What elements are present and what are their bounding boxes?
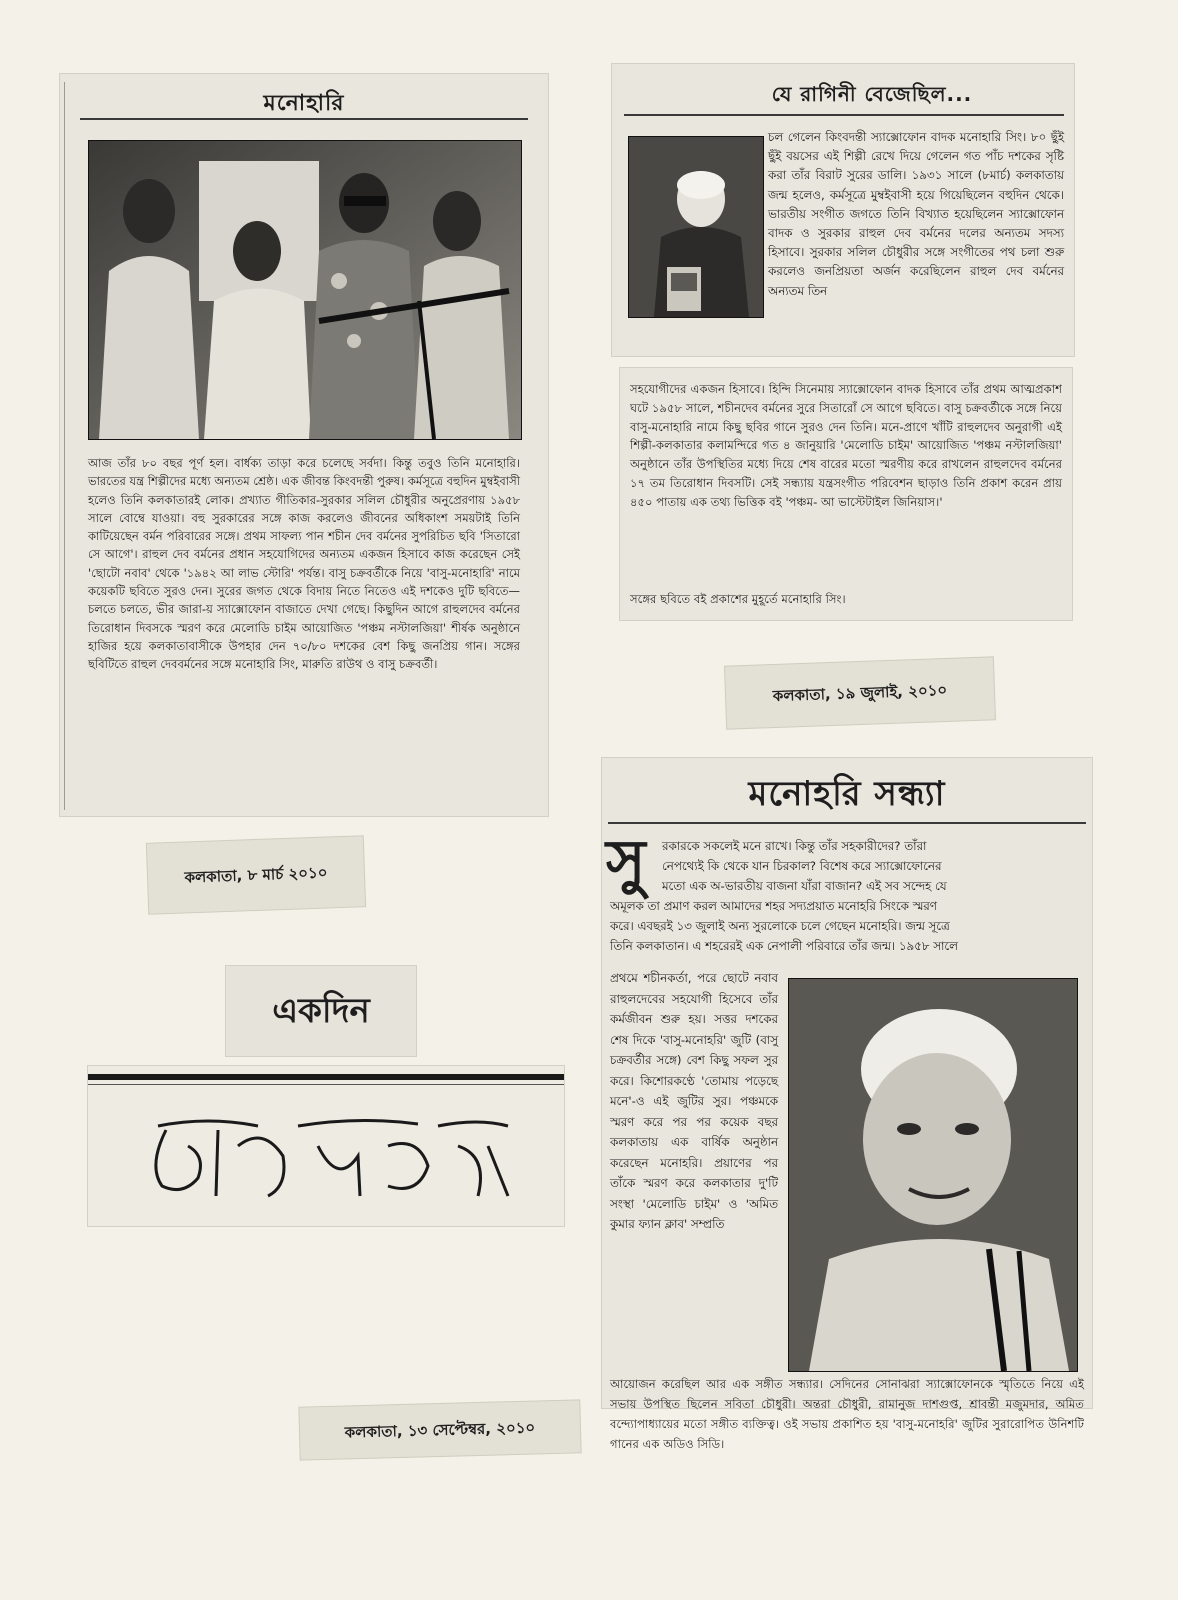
signature-clip (88, 1066, 564, 1226)
title-rule (624, 114, 1064, 116)
intro-line: রকারকে সকলেই মনে রাখে। কিন্তু তাঁর সহকারীদের? তাঁরা (662, 839, 927, 853)
dateline: কলকাতা, ৮ মার্চ ২০১০ (147, 836, 365, 913)
ekdin-masthead (226, 966, 416, 1056)
intro-line: অমূলক তা প্রমাণ করল আমাদের শহর সদ্যপ্রয়াত মনোহরি সিংকে স্মরণ (610, 899, 937, 913)
intro-line: করে। এবছরই ১৩ জুলাই অন্য সুরলোকে চলে গেছেন মনোহরি। জন্ম সূত্রে (610, 919, 950, 933)
clip-title: মনোহারি (263, 91, 345, 116)
intro-line: তিনি কলকাতান। এ শহরেরই এক নেপালী পরিবারে তাঁর জন্ম। ১৯৫৮ সালে (610, 939, 958, 953)
clip-monohari (60, 74, 548, 816)
clip-raagini (612, 64, 1074, 356)
clip-monohari-sandhya (602, 758, 1092, 1451)
title-rule (80, 118, 528, 120)
clip-raagini-continued (620, 368, 1072, 620)
dateline: কলকাতা, ১৯ জুলাই, ২০১০ (725, 657, 995, 728)
masthead-text: একদিন (272, 991, 370, 1031)
top-thin-rule (88, 1084, 564, 1085)
closing-text: আয়োজন করেছিল আর এক সঙ্গীত সন্ধ্যার। সেদিনের সোনাঝরা স্যাক্সোফোনকে স্মৃতিতে নিয়ে এই সভায় উপস্থিত ছিলেন সবিতা চৌধুরী। অন্তরা চৌধুরী, রামানুজ দাশগুপ্ত, শ্রাবন্তী মজুমদার, অমিত বন্দ্যোপাধ্যায়ের মতো সঙ্গীত ব্যক্তিত্ব। ওই সভায় প্রকাশিত হয় 'বাসু-মনোহরি' জুটির সুরারোপিত উনিশটি গানের এক অডিও সিডি। (610, 1377, 1084, 1451)
article-body-part1: চল গেলেন কিংবদন্তী স্যাক্সোফোন বাদক মনোহারি সিং। ৮০ ছুঁই ছুঁই বয়সের এই শিল্পী রেখে দিয়ে গেলেন গত পাঁচ দশকের সৃষ্টি করা তাঁর বিরাট সুরের ডালি। ১৯৩১ সালে (৮মার্চ) কলকাতায় জন্ম হলেও, কর্মসূত্রে মুম্বইবাসী হয়ে গিয়েছিলেন বহুদিন থেকে। ভারতীয় সংগীত জগতে তিনি বিখ্যাত হয়েছিলেন স্যাক্সোফোন বাদক ও সুরকার রাহুল দেব বর্মনের দলের অন্যতম সদস্য হিসাবে। সুরকার সলিল চৌধুরীর সঙ্গে সংগীতের পথ চলা শুরু করলেও জনপ্রিয়তা অর্জন করেছিলেন রাহুল দেব বর্মনের অন্যতম তিন (768, 130, 1064, 298)
portrait-with-book-photo (628, 136, 764, 318)
intro-lines (610, 836, 1082, 956)
portrait-photo-image (629, 137, 763, 317)
clip-title: যে রাগিনী বেজেছিল... (771, 82, 973, 106)
dateline: কলকাতা, ১৩ সেপ্টেম্বর, ২০১০ (299, 1400, 580, 1459)
left-column-text: প্রথমে শচীনকর্তা, পরে ছোটে নবাব রাহুলদেবের সহযোগী হিসেবে তাঁর কর্মজীবন শুরু হয়। সত্তর দশকের শেষ দিকে 'বাসু-মনোহরি' জুটি (বাসু চক্রবর্তীর সঙ্গে) বেশ কিছু সফল সুর করে। কিশোরকণ্ঠে 'তোমায় পড়েছে মনে'-ও এই জুটির সুর। পঞ্চমকে স্মরণ করে পর পর কয়েক বছর কলকাতায় এক বার্ষিক অনুষ্ঠান করেছেন মনোহরি। প্রয়াণের পর তাঁকে স্মরণ করে কলকাতার দু'টি সংস্থা 'মেলোডি চাইম' ও 'অমিত কুমার ফ্যান ক্লাব' সম্প্রতি (610, 971, 778, 1231)
elderly-man-portrait (789, 979, 1077, 1371)
top-rule (88, 1074, 564, 1080)
photo-caption: সঙ্গের ছবিতে বই প্রকাশের মুহূর্তে মনোহারি সিং। (630, 592, 846, 606)
intro-line: মতো এক অ-ভারতীয় বাজনা যাঁরা বাজান? এই সব সন্দেহ যে (662, 879, 947, 893)
column-rule (64, 82, 65, 810)
article-body-part2: সহযোগীদের একজন হিসাবে। হিন্দি সিনেমায় স্যাক্সোফোন বাদক হিসাবে তাঁর প্রথম আত্মপ্রকাশ ঘটে ১৯৫৮ সালে, শচীনদেব বর্মনের সুরে সিতারোঁ সে আগে ছবিতে। বাসু চক্রবর্তীকে সঙ্গে নিয়ে বাসু-মনোহারি নামে কিছু ছবির গানে সুরও দেন তিনি। মনে-প্রাণে খাঁটি রাহুলদেব অনুরাগী এই শিল্পী-কলকাতার কলামন্দিরে গত ৪ জানুয়ারি 'মেলোডি চাইম' আয়োজিত 'পঞ্চম নস্টালজিয়া' অনুষ্ঠানে তাঁর উপস্থিতির মধ্যে দিয়ে শেষ বারের মতো স্মরণীয় করে রাখলেন রাহুলদেব বর্মনের ১৭ তম তিরোধান দিবসটি। সেই সন্ধ্যায় যন্ত্রসংগীত পরিবেশন ছাড়াও তিনি প্রকাশ করেন প্রায় ৪৫০ পাতায় এক তথ্য ভিত্তিক বই 'পঞ্চম- আ ভাস্টেটাইল জিনিয়াস।' (630, 382, 1062, 509)
group-photo (88, 140, 522, 440)
group-photo-image (89, 141, 521, 439)
article-body: আজ তাঁর ৮০ বছর পূর্ণ হল। বার্ধক্য তাড়া করে চলেছে সর্বদা। কিন্তু তবুও তিনি মনোহারি। ভারতের যন্ত্র শিল্পীদের মধ্যে অন্যতম শ্রেষ্ঠ। এক জীবন্ত কিংবদন্তী পুরুষ। কর্মসূত্রে বহুদিন মুম্বইবাসী হলেও তিনি কলকাতারই লোক। প্রখ্যাত গীতিকার-সুরকার সলিল চৌধুরীর অনুপ্রেরণায় ১৯৫৮ সালে বোম্বে যাওয়া। বহু সুরকারের সঙ্গে কাজ করলেও জীবনের অধিকাংশ সময়টাই তিনি কাটিয়েছেন বর্মন পরিবারের সঙ্গে। প্রথম সাফল্য পান শচীন দেব বর্মনের সুপরিচিত ছবি 'সিতারো সে আগে'। রাহুল দেব বর্মনের প্রধান সহযোগিদের অন্যতম একজন হিসাবে কাজ করেছেন সেই 'ছোটো নবাব' থেকে '১৯৪২ আ লাভ স্টোরি' পর্যন্ত। বাসু চক্রবর্তীকে নিয়ে 'বাসু-মনোহারি' নামে কয়েকটি ছবিতে সুরও দেন। সুরের জগত থেকে বিদায় নিতে নিতেও এই দশকেও দুটি ছবিতে—চলতে চলতে, ভীর জারা-য় স্যাক্সোফোন বাজাতে দেখা গেছে। কিছুদিন আগে রাহুলদেব বর্মনের তিরোধান দিবসকে স্মরণ করে মেলোডি চাইম আয়োজিত 'পঞ্চম নস্টালজিয়া' শীর্ষক অনুষ্ঠানে হাজির হয়ে কলকাতাবাসীকে উপহার দেন ৭০/৮০ দশকের বেশ কিছু জনপ্রিয় গান। সঙ্গের ছবিটিতে রাহুল দেববর্মনের সঙ্গে মনোহারি সিং, মারুতি রাউথ ও বাসু চক্রবর্তী। (88, 456, 520, 672)
drop-cap: সু (606, 827, 646, 897)
clip-title: মনোহরি সন্ধ্যা (748, 774, 946, 814)
portrait-photo (788, 978, 1078, 1372)
title-rule (608, 822, 1086, 824)
handwritten-signature (88, 1086, 564, 1226)
intro-line: নেপথ্যেই কি থেকে যান চিরকাল? বিশেষ করে স্যাক্সোফোনের (662, 859, 942, 873)
